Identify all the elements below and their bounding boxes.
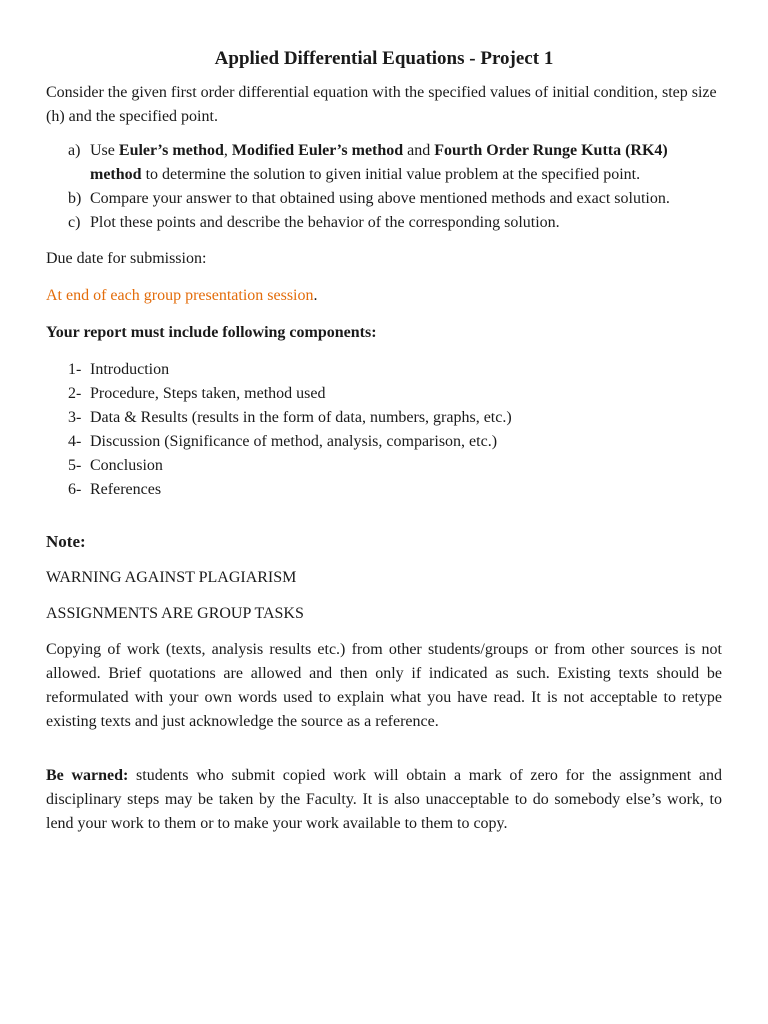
- task-a-sep2: and: [403, 142, 435, 159]
- component-text: Discussion (Significance of method, analysis, comparison, etc.): [90, 433, 498, 450]
- component-marker: 1-: [68, 361, 82, 378]
- component-item: [46, 454, 722, 478]
- be-warned-label: Be warned:: [46, 767, 129, 784]
- component-item: [46, 358, 722, 382]
- component-text: Procedure, Steps taken, method used: [90, 385, 326, 402]
- component-text: Introduction: [90, 361, 170, 378]
- group-tasks-notice: ASSIGNMENTS ARE GROUP TASKS: [46, 605, 304, 622]
- task-item-a: [46, 139, 722, 187]
- task-a-sep1: ,: [223, 142, 232, 159]
- components-list: [46, 358, 722, 502]
- component-item: [46, 430, 722, 454]
- intro-paragraph: Consider the given first order differential equation with the specified values of initial condition, step size (h) and the specified point.: [46, 84, 717, 125]
- task-a-rk4: Fourth Order Runge Kutta (RK4) method: [90, 142, 668, 183]
- task-c-text: Plot these points and describe the behavior of the corresponding solution.: [90, 214, 560, 231]
- due-date-label: Due date for submission:: [46, 250, 207, 267]
- be-warned-text: students who submit copied work will obtain a mark of zero for the assignment and disciplinary steps may be taken by the Faculty. It is also unacceptable to do somebody else’s work, to lend your work to them or to make your work available to them to copy.: [46, 767, 723, 832]
- task-item-c: [46, 211, 722, 235]
- task-marker-c: c): [68, 214, 81, 231]
- component-marker: 5-: [68, 457, 82, 474]
- copying-policy-paragraph: Copying of work (texts, analysis results etc.) from other students/groups or from other sources is not allowed. Brief quotations are allowed and then only if indicated as such. Existing texts should be reformulated with your own words used to explain what you have read. It is not acceptable to retype existing texts and just acknowledge the source as a reference.: [46, 641, 722, 730]
- component-marker: 6-: [68, 481, 82, 498]
- task-b-text: Compare your answer to that obtained using above mentioned methods and exact solution.: [90, 190, 670, 207]
- component-text: Conclusion: [90, 457, 163, 474]
- component-item: [46, 382, 722, 406]
- plagiarism-warning: WARNING AGAINST PLAGIARISM: [46, 569, 297, 586]
- task-marker-b: b): [68, 190, 82, 207]
- be-warned-paragraph: [46, 764, 722, 836]
- component-item: [46, 478, 722, 502]
- component-marker: 3-: [68, 409, 82, 426]
- note-heading: Note:: [46, 532, 86, 551]
- task-item-b: [46, 187, 722, 211]
- document-title: Applied Differential Equations - Project 1: [214, 48, 554, 69]
- due-date-text: At end of each group presentation session: [46, 287, 314, 304]
- component-text: Data & Results (results in the form of data, numbers, graphs, etc.): [90, 409, 512, 426]
- component-marker: 2-: [68, 385, 82, 402]
- component-text: References: [90, 481, 162, 498]
- due-date-period: .: [313, 287, 318, 304]
- component-marker: 4-: [68, 433, 82, 450]
- task-a-euler: Euler’s method: [118, 142, 224, 159]
- task-a-modified-euler: Modified Euler’s method: [231, 142, 404, 159]
- due-date-value: [46, 284, 722, 308]
- task-marker-a: a): [68, 142, 81, 159]
- task-a-prefix: Use: [90, 142, 119, 159]
- task-a-suffix: to determine the solution to given initial value problem at the specified point.: [141, 166, 641, 183]
- component-item: [46, 406, 722, 430]
- task-list: [46, 139, 722, 235]
- components-heading: Your report must include following components:: [46, 324, 377, 341]
